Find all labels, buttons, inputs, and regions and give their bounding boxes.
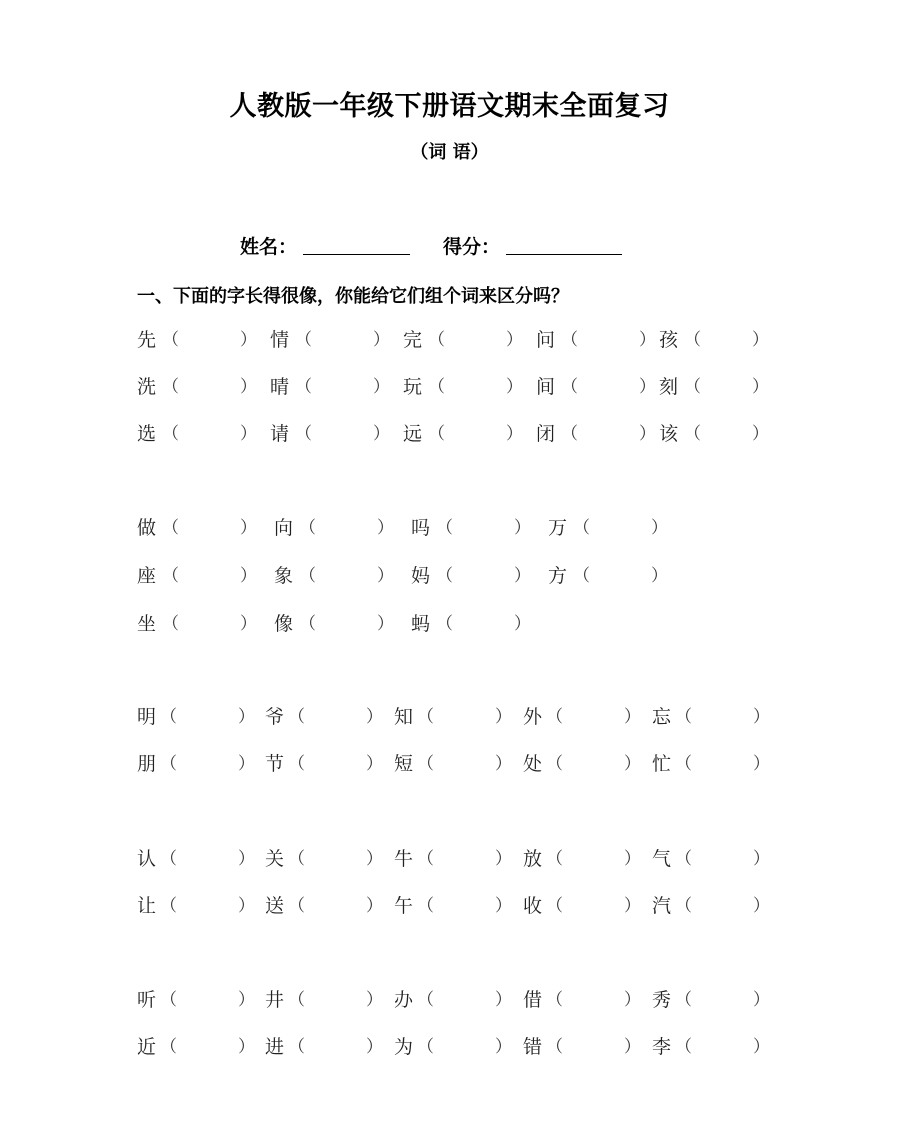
answer-blank-open-paren: （ bbox=[299, 614, 316, 634]
answer-blank-close-paren: ） bbox=[366, 896, 383, 916]
answer-blank-open-paren: （ bbox=[295, 330, 312, 350]
character-label: 爷 bbox=[265, 706, 285, 728]
answer-blank-close-paren: ） bbox=[240, 614, 257, 634]
answer-blank-close-paren: ） bbox=[753, 990, 770, 1010]
answer-blank-open-paren: （ bbox=[160, 1037, 177, 1057]
character-label: 明 bbox=[137, 706, 157, 728]
answer-blank-open-paren: （ bbox=[546, 1037, 563, 1057]
answer-blank-close-paren: ） bbox=[651, 518, 668, 538]
answer-blank-close-paren: ） bbox=[495, 849, 512, 869]
answer-blank-open-paren: （ bbox=[684, 377, 701, 397]
answer-blank-close-paren: ） bbox=[639, 377, 656, 397]
word-row bbox=[0, 514, 899, 542]
character-label: 做 bbox=[137, 517, 157, 539]
character-label: 气 bbox=[652, 848, 672, 870]
character-label: 间 bbox=[536, 376, 556, 398]
answer-blank-close-paren: ） bbox=[753, 896, 770, 916]
answer-blank-close-paren: ） bbox=[366, 849, 383, 869]
word-row bbox=[0, 373, 899, 401]
answer-blank-open-paren: （ bbox=[288, 1037, 305, 1057]
answer-blank-close-paren: ） bbox=[377, 518, 394, 538]
answer-blank-open-paren: （ bbox=[436, 566, 453, 586]
answer-blank-open-paren: （ bbox=[546, 990, 563, 1010]
answer-blank-close-paren: ） bbox=[753, 707, 770, 727]
answer-blank-open-paren: （ bbox=[417, 707, 434, 727]
word-row bbox=[0, 562, 899, 590]
answer-blank-open-paren: （ bbox=[561, 330, 578, 350]
character-label: 秀 bbox=[652, 989, 672, 1011]
answer-blank-open-paren: （ bbox=[546, 849, 563, 869]
character-label: 妈 bbox=[411, 565, 431, 587]
score-blank-line[interactable] bbox=[506, 254, 622, 255]
character-label: 选 bbox=[137, 423, 157, 445]
answer-blank-open-paren: （ bbox=[417, 1037, 434, 1057]
answer-blank-close-paren: ） bbox=[753, 754, 770, 774]
answer-blank-open-paren: （ bbox=[546, 707, 563, 727]
answer-blank-open-paren: （ bbox=[561, 377, 578, 397]
answer-blank-open-paren: （ bbox=[288, 849, 305, 869]
character-label: 牛 bbox=[394, 848, 414, 870]
character-label: 向 bbox=[274, 517, 294, 539]
answer-blank-open-paren: （ bbox=[573, 518, 590, 538]
answer-blank-close-paren: ） bbox=[514, 614, 531, 634]
character-label: 为 bbox=[394, 1036, 414, 1058]
word-row bbox=[0, 845, 899, 873]
answer-blank-open-paren: （ bbox=[428, 424, 445, 444]
answer-blank-close-paren: ） bbox=[377, 614, 394, 634]
answer-blank-close-paren: ） bbox=[238, 754, 255, 774]
answer-blank-close-paren: ） bbox=[514, 566, 531, 586]
answer-blank-open-paren: （ bbox=[288, 990, 305, 1010]
character-label: 闭 bbox=[536, 423, 556, 445]
answer-blank-close-paren: ） bbox=[624, 990, 641, 1010]
character-label: 节 bbox=[265, 753, 285, 775]
answer-blank-close-paren: ） bbox=[373, 377, 390, 397]
answer-blank-open-paren: （ bbox=[675, 849, 692, 869]
answer-blank-close-paren: ） bbox=[238, 849, 255, 869]
character-label: 玩 bbox=[403, 376, 423, 398]
answer-blank-close-paren: ） bbox=[240, 518, 257, 538]
answer-blank-close-paren: ） bbox=[240, 424, 257, 444]
answer-blank-open-paren: （ bbox=[436, 518, 453, 538]
answer-blank-open-paren: （ bbox=[162, 518, 179, 538]
answer-blank-close-paren: ） bbox=[240, 566, 257, 586]
answer-blank-open-paren: （ bbox=[573, 566, 590, 586]
word-row bbox=[0, 1033, 899, 1061]
character-label: 送 bbox=[265, 895, 285, 917]
answer-blank-close-paren: ） bbox=[240, 330, 257, 350]
character-label: 进 bbox=[265, 1036, 285, 1058]
answer-blank-close-paren: ） bbox=[238, 896, 255, 916]
answer-blank-open-paren: （ bbox=[162, 614, 179, 634]
answer-blank-close-paren: ） bbox=[506, 424, 523, 444]
answer-blank-open-paren: （ bbox=[546, 754, 563, 774]
character-label: 李 bbox=[652, 1036, 672, 1058]
name-label: 姓名： bbox=[240, 236, 298, 258]
question-one: 一、下面的字长得很像，你能给它们组个词来区分吗？ bbox=[137, 286, 569, 307]
character-label: 情 bbox=[270, 329, 290, 351]
character-label: 忘 bbox=[652, 706, 672, 728]
answer-blank-close-paren: ） bbox=[624, 849, 641, 869]
word-row bbox=[0, 703, 899, 731]
answer-blank-close-paren: ） bbox=[752, 377, 769, 397]
answer-blank-close-paren: ） bbox=[624, 707, 641, 727]
character-label: 先 bbox=[137, 329, 157, 351]
character-label: 晴 bbox=[270, 376, 290, 398]
answer-blank-close-paren: ） bbox=[495, 1037, 512, 1057]
answer-blank-open-paren: （ bbox=[428, 377, 445, 397]
character-label: 收 bbox=[523, 895, 543, 917]
answer-blank-open-paren: （ bbox=[675, 896, 692, 916]
answer-blank-open-paren: （ bbox=[684, 330, 701, 350]
name-blank-line[interactable] bbox=[303, 254, 410, 255]
word-row bbox=[0, 750, 899, 778]
answer-blank-close-paren: ） bbox=[238, 990, 255, 1010]
answer-blank-open-paren: （ bbox=[675, 1037, 692, 1057]
answer-blank-open-paren: （ bbox=[288, 754, 305, 774]
answer-blank-close-paren: ） bbox=[366, 754, 383, 774]
answer-blank-close-paren: ） bbox=[624, 1037, 641, 1057]
character-label: 午 bbox=[394, 895, 414, 917]
character-label: 放 bbox=[523, 848, 543, 870]
score-label: 得分： bbox=[443, 236, 501, 258]
answer-blank-close-paren: ） bbox=[238, 1037, 255, 1057]
character-label: 坐 bbox=[137, 613, 157, 635]
answer-blank-close-paren: ） bbox=[495, 754, 512, 774]
answer-blank-close-paren: ） bbox=[506, 330, 523, 350]
answer-blank-close-paren: ） bbox=[495, 707, 512, 727]
answer-blank-open-paren: （ bbox=[546, 896, 563, 916]
character-label: 万 bbox=[548, 517, 568, 539]
answer-blank-open-paren: （ bbox=[675, 707, 692, 727]
character-label: 近 bbox=[137, 1036, 157, 1058]
answer-blank-close-paren: ） bbox=[366, 990, 383, 1010]
character-label: 知 bbox=[394, 706, 414, 728]
answer-blank-close-paren: ） bbox=[495, 896, 512, 916]
answer-blank-open-paren: （ bbox=[675, 990, 692, 1010]
answer-blank-open-paren: （ bbox=[417, 849, 434, 869]
character-label: 吗 bbox=[411, 517, 431, 539]
answer-blank-close-paren: ） bbox=[373, 424, 390, 444]
character-label: 汽 bbox=[652, 895, 672, 917]
answer-blank-open-paren: （ bbox=[684, 424, 701, 444]
character-label: 孩 bbox=[659, 329, 679, 351]
answer-blank-open-paren: （ bbox=[428, 330, 445, 350]
answer-blank-close-paren: ） bbox=[753, 1037, 770, 1057]
character-label: 象 bbox=[274, 565, 294, 587]
answer-blank-open-paren: （ bbox=[417, 754, 434, 774]
answer-blank-open-paren: （ bbox=[162, 566, 179, 586]
character-label: 短 bbox=[394, 753, 414, 775]
answer-blank-open-paren: （ bbox=[160, 990, 177, 1010]
answer-blank-open-paren: （ bbox=[160, 707, 177, 727]
answer-blank-close-paren: ） bbox=[651, 566, 668, 586]
character-label: 该 bbox=[659, 423, 679, 445]
character-label: 问 bbox=[536, 329, 556, 351]
character-label: 关 bbox=[265, 848, 285, 870]
character-label: 井 bbox=[265, 989, 285, 1011]
answer-blank-close-paren: ） bbox=[240, 377, 257, 397]
answer-blank-open-paren: （ bbox=[436, 614, 453, 634]
answer-blank-close-paren: ） bbox=[624, 754, 641, 774]
answer-blank-close-paren: ） bbox=[752, 330, 769, 350]
character-label: 错 bbox=[523, 1036, 543, 1058]
answer-blank-open-paren: （ bbox=[299, 566, 316, 586]
character-label: 认 bbox=[137, 848, 157, 870]
answer-blank-open-paren: （ bbox=[561, 424, 578, 444]
answer-blank-open-paren: （ bbox=[162, 330, 179, 350]
answer-blank-open-paren: （ bbox=[295, 424, 312, 444]
answer-blank-open-paren: （ bbox=[162, 424, 179, 444]
answer-blank-close-paren: ） bbox=[366, 1037, 383, 1057]
answer-blank-open-paren: （ bbox=[288, 896, 305, 916]
answer-blank-close-paren: ） bbox=[506, 377, 523, 397]
character-label: 朋 bbox=[137, 753, 157, 775]
character-label: 办 bbox=[394, 989, 414, 1011]
character-label: 方 bbox=[548, 565, 568, 587]
answer-blank-open-paren: （ bbox=[160, 754, 177, 774]
word-row bbox=[0, 326, 899, 354]
answer-blank-close-paren: ） bbox=[624, 896, 641, 916]
answer-blank-open-paren: （ bbox=[295, 377, 312, 397]
character-label: 座 bbox=[137, 565, 157, 587]
answer-blank-close-paren: ） bbox=[753, 849, 770, 869]
character-label: 忙 bbox=[652, 753, 672, 775]
character-label: 远 bbox=[403, 423, 423, 445]
character-label: 借 bbox=[523, 989, 543, 1011]
answer-blank-close-paren: ） bbox=[752, 424, 769, 444]
answer-blank-close-paren: ） bbox=[377, 566, 394, 586]
character-label: 听 bbox=[137, 989, 157, 1011]
word-row bbox=[0, 610, 899, 638]
answer-blank-open-paren: （ bbox=[675, 754, 692, 774]
answer-blank-close-paren: ） bbox=[238, 707, 255, 727]
answer-blank-open-paren: （ bbox=[417, 990, 434, 1010]
answer-blank-close-paren: ） bbox=[495, 990, 512, 1010]
word-row bbox=[0, 420, 899, 448]
answer-blank-open-paren: （ bbox=[160, 849, 177, 869]
character-label: 请 bbox=[270, 423, 290, 445]
answer-blank-close-paren: ） bbox=[639, 330, 656, 350]
character-label: 蚂 bbox=[411, 613, 431, 635]
character-label: 像 bbox=[274, 613, 294, 635]
answer-blank-close-paren: ） bbox=[639, 424, 656, 444]
character-label: 刻 bbox=[659, 376, 679, 398]
word-row bbox=[0, 986, 899, 1014]
character-label: 外 bbox=[523, 706, 543, 728]
page-title: 人教版一年级下册语文期末全面复习 bbox=[229, 91, 670, 122]
page-subtitle: （词 语） bbox=[410, 142, 489, 163]
character-label: 完 bbox=[403, 329, 423, 351]
answer-blank-close-paren: ） bbox=[366, 707, 383, 727]
answer-blank-open-paren: （ bbox=[299, 518, 316, 538]
answer-blank-open-paren: （ bbox=[160, 896, 177, 916]
answer-blank-close-paren: ） bbox=[373, 330, 390, 350]
answer-blank-close-paren: ） bbox=[514, 518, 531, 538]
character-label: 让 bbox=[137, 895, 157, 917]
word-row bbox=[0, 892, 899, 920]
character-label: 处 bbox=[523, 753, 543, 775]
answer-blank-open-paren: （ bbox=[417, 896, 434, 916]
answer-blank-open-paren: （ bbox=[162, 377, 179, 397]
answer-blank-open-paren: （ bbox=[288, 707, 305, 727]
character-label: 洗 bbox=[137, 376, 157, 398]
